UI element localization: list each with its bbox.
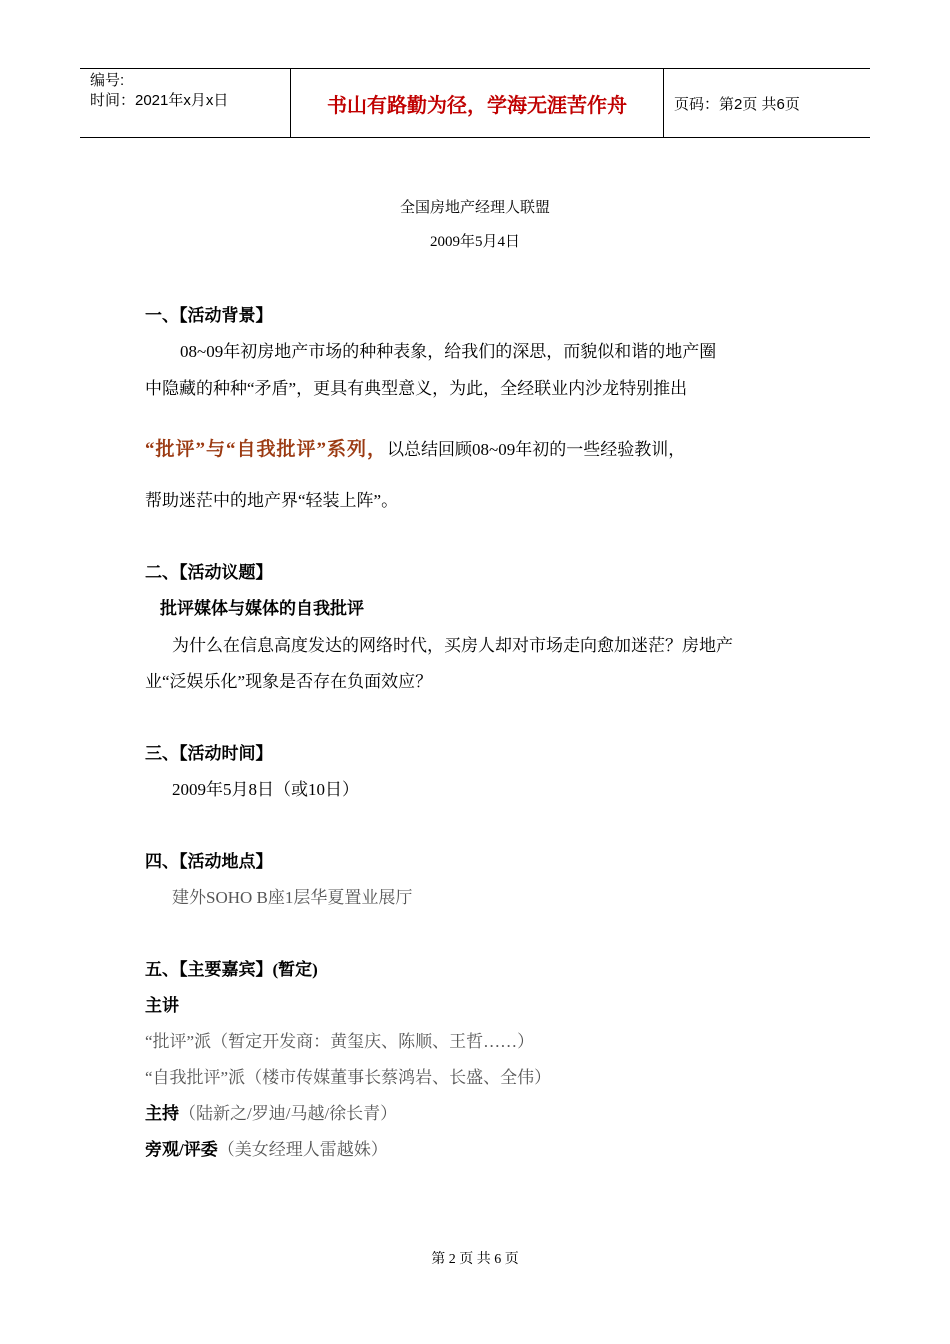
document-header — [80, 68, 870, 138]
code-label: 编号: — [90, 72, 125, 89]
series-highlight: “批评”与“自我批评”系列， — [145, 439, 388, 460]
issue-date: 2009年5月4日 — [429, 234, 520, 250]
header-meta — [80, 69, 291, 137]
page-footer: 第 2 页 共 6 页 — [431, 1252, 519, 1267]
section-3-heading: 三、【活动时间】 — [145, 744, 273, 763]
section-1-line-4: 帮助迷茫中的地产界“轻装上阵”。 — [145, 491, 399, 510]
section-1-line-2: 中隐藏的种种“矛盾”，更具有典型意义，为此，全经联业内沙龙特别推出 — [145, 379, 688, 398]
section-2-line-1: 为什么在信息高度发达的网络时代，买房人却对市场走向愈加迷茫？房地产 — [172, 636, 733, 655]
section-4-heading: 四、【活动地点】 — [145, 852, 273, 871]
section-1-heading: 一、【活动背景】 — [145, 306, 273, 325]
host-line — [145, 1099, 810, 1124]
event-venue: 建外SOHO B座1层华夏置业展厅 — [172, 888, 413, 907]
critic-camp: “批评”派（暂定开发商：黄玺庆、陈顺、王哲……） — [145, 1032, 535, 1051]
topic-title: 批评媒体与媒体的自我批评 — [160, 599, 364, 618]
observer-line — [145, 1135, 810, 1160]
section-2-heading: 二、【活动议题】 — [145, 563, 273, 582]
host-names: （陆新之/罗迪/马越/徐长青） — [179, 1104, 398, 1123]
section-5-heading: 五、【主要嘉宾】(暂定) — [145, 960, 318, 979]
section-1-line-3 — [145, 434, 810, 461]
observer-names: （美女经理人雷越姝） — [217, 1140, 388, 1159]
event-time: 2009年5月8日（或10日） — [172, 780, 359, 799]
header-page-info: 页码：第2页 共6页 — [674, 95, 800, 113]
section-1-line-1: 08~09年初房地产市场的种种表象，给我们的深思，而貌似和谐的地产圈 — [180, 342, 717, 361]
section-1-line-3-rest: 以总结回顾08~09年初的一些经验教训， — [387, 440, 686, 459]
host-label: 主持 — [145, 1104, 179, 1123]
speaker-label: 主讲 — [145, 996, 179, 1015]
header-motto: 书山有路勤为径，学海无涯苦作舟 — [291, 69, 664, 137]
time-label: 时间：2021年x月x日 — [90, 92, 229, 109]
section-2-line-2: 业“泛娱乐化”现象是否存在负面效应？ — [145, 672, 433, 691]
self-critic-camp: “自我批评”派（楼市传媒董事长蔡鸿岩、长盛、全伟） — [145, 1068, 552, 1087]
observer-label: 旁观/评委 — [145, 1140, 218, 1159]
org-name: 全国房地产经理人联盟 — [399, 200, 550, 216]
